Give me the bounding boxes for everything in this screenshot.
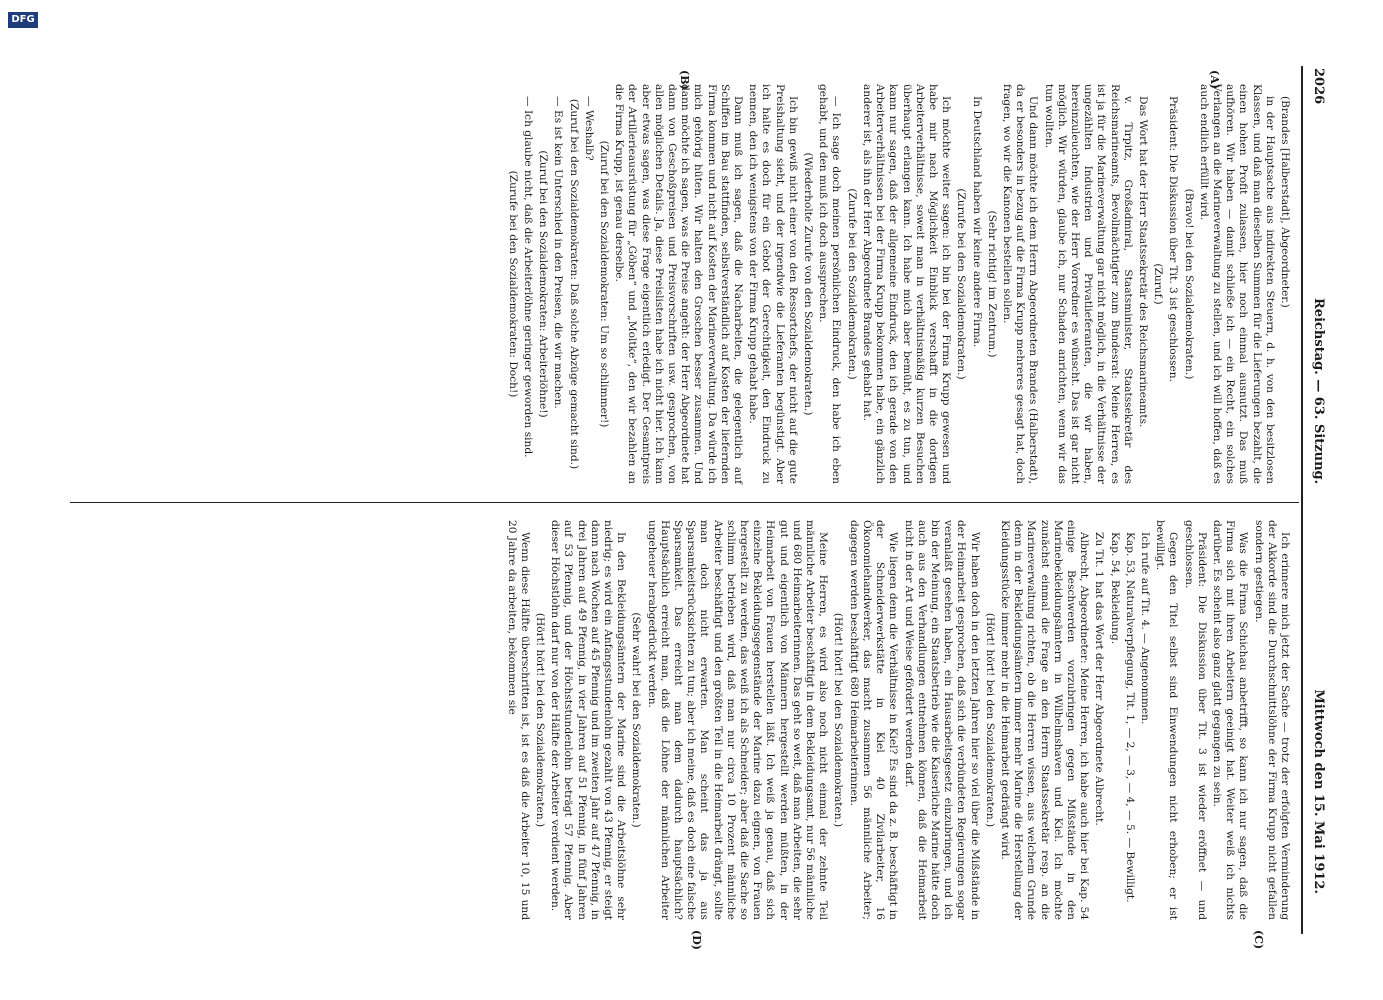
interjection: (Bravo! bei den Sozialdemokraten.) [1182,188,1195,380]
paragraph: Was die Firma Schichau anbetrifft, so kann ich nur sagen, daß die Firma sich mit ihren Arbeitern geeinigt hat. Weiter weiß ich nichts darüber. Es scheint also ganz glatt gegangen zu sein. [1210,520,1250,920]
dfg-logo: DFG [8,12,38,28]
interjection: (Zuruf bei den Sozialdemokraten: Arbeiterlöhne!) [537,150,550,418]
paragraph: Ich bin gewiß nicht einer von den Ressortchefs, der nicht auf die gute Preishaltung sieht, und der irgendwie die Lieferanten begünstigt. Aber ich halte es doch für ein Gebot der Gerechtigkeit, den Eindruck zu nennen, den ich wenigstens von der Firma Krupp gehabt habe. [747,84,799,484]
interjection: (Zurufe bei den Sozialdemokraten: Doch!) [506,170,519,398]
interjection: (Hört! hört! bei den Sozialdemokraten.) [983,612,996,828]
paragraph: Ich erinnere mich jetzt der Sache — trotz der erfolgten Verminderung der Akkorde sind die Durchschnittslöhne der Firma Krupp nicht gefallen sondern gestiegen. [1252,520,1291,920]
interjection: (Sehr wahr! bei den Sozialdemokraten.) [630,612,643,828]
paragraph: Wie liegen denn die Verhältnisse in Kiel? Es sind da z. B. beschäftigt in der Schneiderwerkstätte in Kiel 40 Zivilarbeiter, 16 Ökonomiehandwerker, das macht zusammen 56 männliche Arbeiter; dagegen werden beschäftigt 680 Heimarbeiterinnen. [847,520,900,920]
interjection: (Zuruf bei den Sozialdemokraten: Um so schlimmer!) [598,140,611,428]
interjection: (Hört! hört! bei den Sozialdemokraten.) [832,612,845,828]
paragraph: — Es ist kein Unterschied in den Preisen, die wir machen. [552,96,565,409]
paragraph: Präsident: Die Diskussion über Tit. 3 ist wieder eröffnet — und geschlossen. [1182,520,1208,920]
paragraph: Ich möchte weiter sagen: ich bin bei der Firma Krupp gewesen und habe mir nach Möglichkeit Einblick verschafft in die dortigen Arbeiterverhältnisse, soweit man in verhältnismäßig kurzen Besuchen überhaupt erlangen kann. Ich habe mich aber bemüht, es zu tun, und kann nur sagen, daß der allgemeine Eindruck, den ich gerade von den Arbeiterverhältnissen bei der Firma Krupp bekommen habe, ein gänzlich anderer ist, als ihn der Herr Abgeordnete Brandes gehabt hat. [860,84,953,484]
paragraph: in der Hauptsache aus indirekten Steuern, d. h. von den besitzlosen Klassen, und daß man dieselben Summen für die Lieferungen bezahlt, die einen hohen Profit zulassen, hier noch einmal ausnutzt. Das muß aufhören. Wir haben — damit schließe ich — ein Recht, ein solches Verlangen an die Marineverwaltung zu stellen, und ich will hoffen, daß es auch endlich erfüllt wird. [1197,84,1276,484]
interjection: (Sehr richtig! im Zentrum.) [985,210,998,358]
page-number: 2026 [1311,68,1326,105]
interjection: (Zuruf bei den Sozialdemokraten: Daß solche Abzüge gemacht sind.) [567,98,580,470]
paragraph: Kap. 54, Bekleidung. [1108,532,1121,645]
paragraph: Zu Tit. 1 hat das Wort der Herr Abgeordnete Albrecht. [1093,532,1106,826]
paragraph: Und dann möchte ich dem Herrn Abgeordneten Brandes (Halberstadt), da er besonders in bezug auf die Firma Krupp mehreres gesagt hat, doch fragen, wo wir die Kanonen bestellen sollen. [1000,84,1040,484]
paragraph: Meine Herren, es wird also noch nicht einmal der zehnte Teil männliche Arbeiter beschäftigt in dem Bekleidungsamt, nur 56 männliche und 680 Heimarbeiterinnen. Das geht so weit, daß man Arbeiten, die sehr gut und eigentlich von Männern hergestellt werden müßten, in der Heimarbeit von Frauen herstellen läßt. Ich weiß ja genau, daß sich einzelne Bekleidungsgegenstände der Marine dazu eignen, von Frauen hergestellt zu werden, das weiß ich als Schneider; aber daß die Sache so schlimm betrieben wird, daß man nur circa 10 Prozent männliche Arbeiter beschäftigt und den größten Teil in die Heimarbeit drängt, sollte man doch nicht erwarten. Man scheint das ja aus Sparsamkeitsrücksichten zu tun; aber ich meine, daß es doch eine falsche Sparsamkeit. Das erreicht man dem dadurch hauptsächlich? Hauptsächlich erreicht man, daß die Löhne der männlichen Arbeiter ungeheuer herabgedrückt werden. [645,520,830,920]
right-column [502,520,1291,920]
margin-marker-c: (C) [1252,930,1265,950]
page-header [1300,68,1330,922]
margin-marker-d: (D) [690,930,703,950]
session-title: Reichstag. — 63. Sitzung. [1311,298,1326,485]
header-rule [1301,66,1303,934]
paragraph: v. Tirpitz, Großadmiral, Staatsminister, Staatssekretär des Reichsmarineamts, Bevollmächtigter zum Bundesrat: Meine Herren, es ist ja für die Marineverwaltung gar nicht möglich, in die Verhältnisse der ungezählten Industrien und Privatlieferanten, die wir haben, hereinzuleuchten, wie der Herr Vorredner es wünscht. Das ist gar nicht möglich. Wir würden, glaube ich, nur Schaden anrichten, wenn wir das tun wollten. [1042,84,1134,484]
paragraph: Dann muß ich sagen, daß die Nacharbeiten, die gelegentlich auf Schiffen im Bau stattfinden, selbstverständlich auf Kosten der liefernden Firma kommen und nicht auf Kosten der Marineverwaltung. Da würde ich mich gehörig hüten. Wir halten den Groschen besser zusammen. Und dann möchte ich sagen, was die Preise angeht: der Herr Abgeordnete hat dann von Geschoßpreisen und Preisvorschriften usw. gesprochen, von allen möglichen Details. Ja, diese Preislisten habe ich nicht hier. Ich kann aber etwas sagen, was diese Frage eigentlich erledigt. Der Gesamtpreis der Artillerieausrüstung für „Göben“ und „Moltke“, den wir bezahlen an die Firma Krupp, ist genau derselbe. [613,84,745,484]
interjection: (Zuruf.) [1152,263,1165,305]
session-date: Mittwoch den 15. Mai 1912. [1311,689,1326,894]
interjection: (Wiederholte Zurufe von den Sozialdemokraten.) [802,152,815,416]
paragraph: Gegen den Titel selbst sind Einwendungen nicht erhoben; er ist bewilligt. [1154,520,1180,920]
paragraph: In Deutschland haben wir keine andere Firma. [970,96,983,348]
interjection: (Zurufe bei den Sozialdemokraten.) [955,188,968,380]
paragraph: Wenn diese Hälfte überschritten ist, ist es daß die Arbeiter 10, 15 und 20 Jahre da arbeiten, bekommen sie [505,520,531,920]
paragraph: Albrecht, Abgeordneter: Meine Herren, ich habe auch hier bei Kap. 54 einige Beschwerden vorzubringen gegen Mißstände in den Marinebekleidungsämtern in Wilhelmshaven und Kiel. Ich möchte zunächst einmal die Frage an den Herrn Staatssekretär resp. an die Marineverwaltung richten, ob die Herren wissen, aus welchem Grunde denn in der Bekleidungsämtern immer mehr Marine die Herstellung der Kleidungsstücke immer mehr in die Heimarbeit gedrängt wird. [998,520,1091,920]
paragraph: Wir haben doch in den letzten Jahren hier so viel über die Mißstände in der Heimarbeit gesprochen, daß sich die verbündeten Regierungen sogar veranlaßt gesehen haben, ein Hausarbeitsgesetz einzubringen, und ich bin der Meinung, ein Staatsbetrieb wie die Kaiserliche Marine hätte doch auch aus den Verhandlungen entnehmen können, daß die Heimarbeit nicht in der Art und Weise gefördert werden darf. [902,520,981,920]
interjection: (Hört! hört! bei den Sozialdemokraten.) [534,612,547,828]
column-divider [70,502,1299,503]
paragraph: — Ich sage doch meinen persönlichen Eindruck, den habe ich eben gehabt, und den muß ich doch aussprechen. [817,84,843,484]
margin-marker-b: (B) [678,70,691,90]
paragraph: Das Wort hat der Herr Staatssekretär des Reichsmarineamts. [1136,96,1149,428]
paragraph: Präsident: Die Diskussion über Tit. 3 ist geschlossen. [1167,96,1180,382]
paragraph: — Ich glaube nicht, daß die Arbeiterlöhne geringer geworden sind. [522,96,535,458]
paragraph: In den Bekleidungsämtern der Marine sind die Arbeitslöhne sehr niedrig; es wird ein Anfangsstundenlohn gezahlt von 43 Pfennig, er steigt dann nach Wochen auf 45 Pfennig und im zweiten Jahr auf 47 Pfennig, in drei Jahren auf 49 Pfennig, in vier Jahren auf 51 Pfennig, in fünf Jahren auf 53 Pfennig, und der Höchststundenlohn beträgt 57 Pfennig. Aber dieser Höchstlohn darf nur von der Hälfte der Arbeiter verdient werden. [549,520,628,920]
margin-marker-a: (A) [1208,70,1221,89]
paragraph: Kap. 53, Naturalverpflegung, Tit. 1, — 2, — 3, — 4, — 5. — Bewilligt. [1123,532,1136,903]
paragraph: — Weshalb? [582,96,595,161]
left-column [504,84,1291,484]
paragraph: (Brandes [Halberstadt], Abgeordneter.) [1279,96,1291,308]
paragraph: Ich rufe auf Tit. 4. — Angenommen. [1138,532,1151,725]
interjection: (Zurufe bei den Sozialdemokraten.) [845,188,858,380]
